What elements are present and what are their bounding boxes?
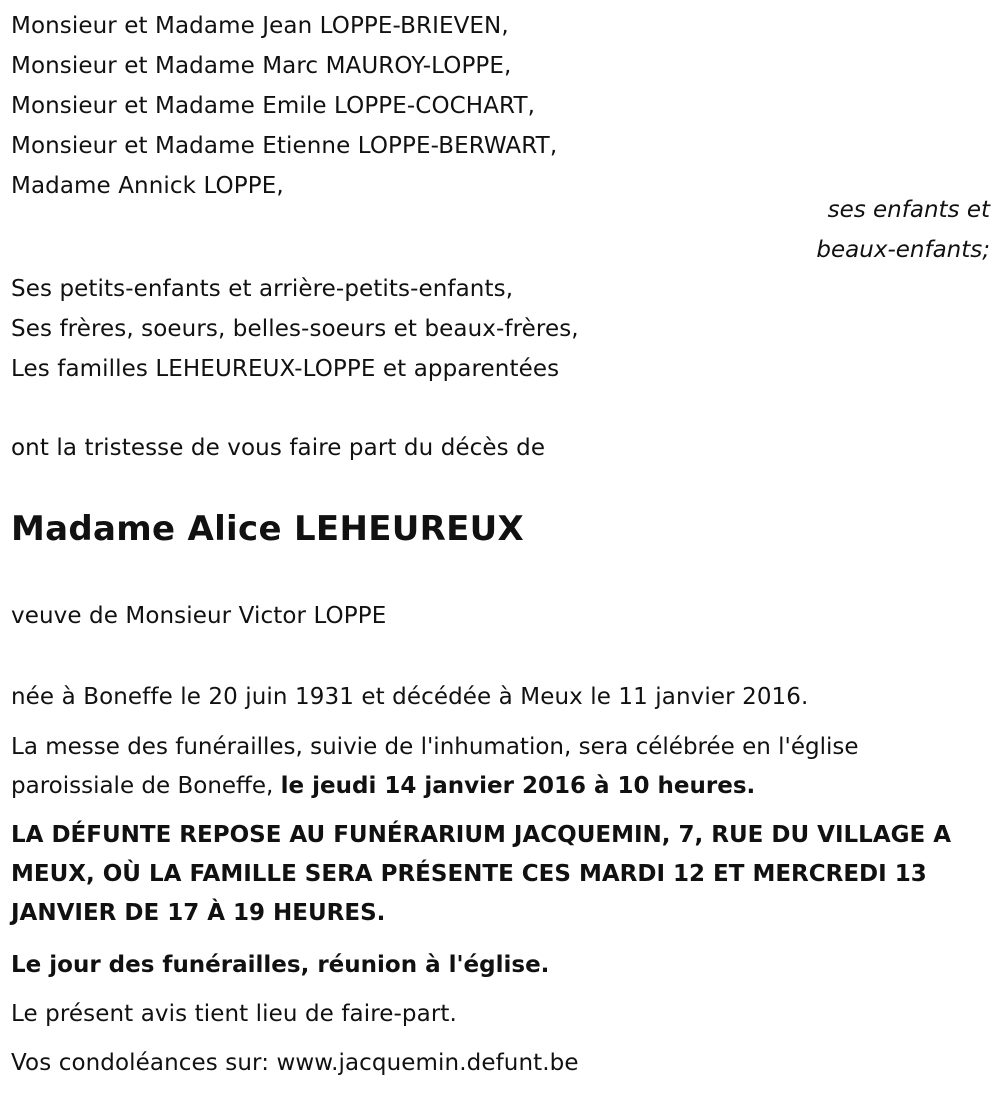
funeral-mass-date: le jeudi 14 janvier 2016 à 10 heures. (280, 773, 756, 799)
family-line: Madame Annick LOPPE, (11, 173, 284, 199)
deceased-name: Madame Alice LEHEUREUX (11, 509, 525, 549)
relation-label (816, 190, 990, 270)
birth-death-text: née à Boneffe le 20 juin 1931 et décédée à Meux le 11 janvier 2016. (11, 684, 809, 710)
condolences-text: Vos condoléances sur: www.jacquemin.defunt.be (11, 1050, 579, 1076)
children-list (11, 6, 557, 206)
widow-of-text: veuve de Monsieur Victor LOPPE (11, 603, 387, 629)
funeral-mass-text: La messe des funérailles, suivie de l'inhumation, sera célébrée en l'église paroissiale de Boneffe, (11, 734, 859, 799)
relation-line-1: ses enfants et (827, 197, 990, 223)
meeting-text: Le jour des funérailles, réunion à l'église. (11, 952, 550, 978)
announcement-text: ont la tristesse de vous faire part du décès de (11, 435, 546, 461)
family-line: Monsieur et Madame Emile LOPPE-COCHART, (11, 93, 536, 119)
family-line: Ses frères, soeurs, belles-soeurs et beaux-frères, (11, 316, 579, 342)
funeral-mass-paragraph (11, 728, 986, 806)
family-line: Monsieur et Madame Marc MAUROY-LOPPE, (11, 53, 512, 79)
relation-line-2: beaux-enfants; (816, 237, 990, 263)
family-line: Ses petits-enfants et arrière-petits-enfants, (11, 276, 514, 302)
funeral-home-paragraph: LA DÉFUNTE REPOSE AU FUNÉRARIUM JACQUEMIN, 7, RUE DU VILLAGE A MEUX, OÙ LA FAMILLE SERA PRÉSENTE CES MARDI 12 ET MERCREDI 13 JANVIER DE 17 À 19 HEURES. (11, 822, 952, 926)
family-line: Monsieur et Madame Etienne LOPPE-BERWART, (11, 133, 558, 159)
extended-family-list (11, 269, 579, 389)
family-line: Monsieur et Madame Jean LOPPE-BRIEVEN, (11, 13, 509, 39)
notice-text: Le présent avis tient lieu de faire-part. (11, 1001, 457, 1027)
family-line: Les familles LEHEUREUX-LOPPE et apparentées (11, 356, 560, 382)
